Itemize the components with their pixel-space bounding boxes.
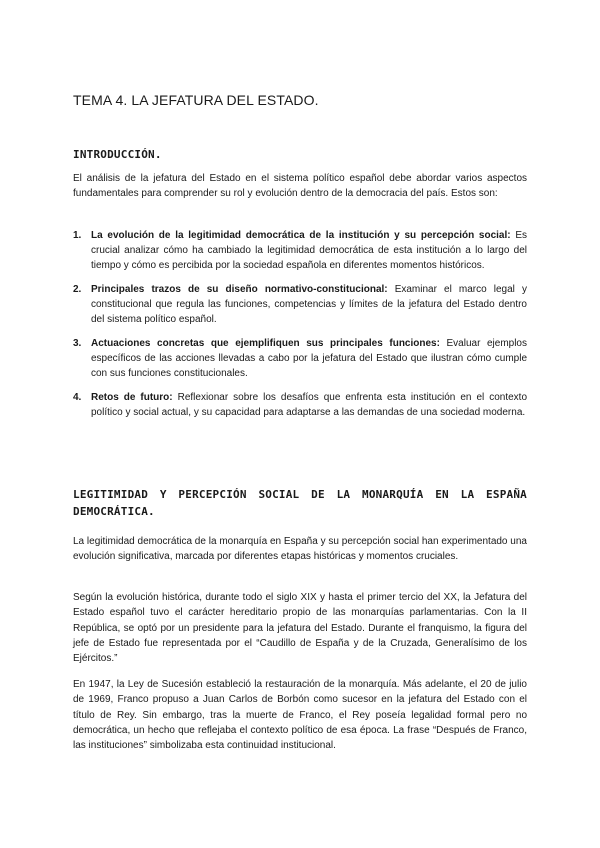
aspects-list	[73, 228, 527, 429]
list-item-number: 4.	[73, 392, 82, 403]
list-item-lead: La evolución de la legitimidad democrática de la institución y su percepción social:	[91, 230, 511, 241]
legitimacy-heading: LEGITIMIDAD Y PERCEPCIÓN SOCIAL DE LA MONARQUÍA EN LA ESPAÑA DEMOCRÁTICA.	[73, 488, 527, 518]
list-item-text: Evaluar ejemplos específicos de las acciones llevadas a cabo por la jefatura del Estado que ilustran cómo cumple con sus funciones constitucionales.	[91, 338, 527, 379]
list-item-text: Examinar el marco legal y constitucional que regula las funciones, competencias y límites de la jefatura del Estado dentro del sistema político español.	[91, 284, 527, 325]
list-item	[73, 228, 527, 273]
intro-paragraph: El análisis de la jefatura del Estado en el sistema político español debe abordar varios aspectos fundamentales para comprender su rol y evolución dentro de la democracia del país. Estos son:	[73, 173, 527, 200]
list-item-number: 2.	[73, 284, 82, 295]
intro-heading: INTRODUCCIÓN.	[73, 148, 162, 161]
list-item	[73, 282, 527, 327]
legitimacy-paragraph-3: En 1947, la Ley de Sucesión estableció la restauración de la monarquía. Más adelante, el 20 de julio de 1969, Franco propuso a Juan Carlos de Borbón como sucesor en la jefatura del Estado con el título de Rey. Sin embargo, tras la muerte de Franco, el Rey poseía legalidad formal pero no democrática, un hecho que reflejaba el contexto político de esa época. La frase “Después de Franco, las instituciones” simbolizaba esta continuidad institucional.	[73, 679, 527, 752]
list-item-number: 3.	[73, 338, 82, 349]
legitimacy-paragraph-2: Según la evolución histórica, durante todo el siglo XIX y hasta el primer tercio del XX, la Jefatura del Estado español tuvo el carácter hereditario propio de las monarquías parlamentarias. Con la II República, se optó por un presidente para la jefatura del Estado. Durante el franquismo, la figura del jefe de Estado fue representada por el “Caudillo de España y de la Cruzada, Generalísimo de los Ejércitos.”	[73, 592, 527, 665]
list-item	[73, 390, 527, 420]
list-item-lead: Retos de futuro:	[91, 392, 173, 403]
list-item-lead: Actuaciones concretas que ejemplifiquen sus principales funciones:	[91, 338, 440, 349]
list-item-text: Reflexionar sobre los desafíos que enfrenta esta institución en el contexto político y social actual, y su capacidad para adaptarse a las demandas de una sociedad moderna.	[91, 392, 528, 418]
list-item-number: 1.	[73, 230, 82, 241]
list-item-text: Es crucial analizar cómo ha cambiado la legitimidad democrática de esta institución a lo largo del tiempo y cómo es percibida por la sociedad española en diferentes momentos históricos.	[91, 230, 528, 271]
list-item	[73, 336, 527, 381]
legitimacy-paragraph-1: La legitimidad democrática de la monarquía en España y su percepción social han experimentado una evolución significativa, marcada por diferentes etapas históricas y momentos cruciales.	[73, 536, 527, 563]
list-item-lead: Principales trazos de su diseño normativo-constitucional:	[91, 284, 388, 295]
document-title: TEMA 4. LA JEFATURA DEL ESTADO.	[73, 92, 319, 108]
